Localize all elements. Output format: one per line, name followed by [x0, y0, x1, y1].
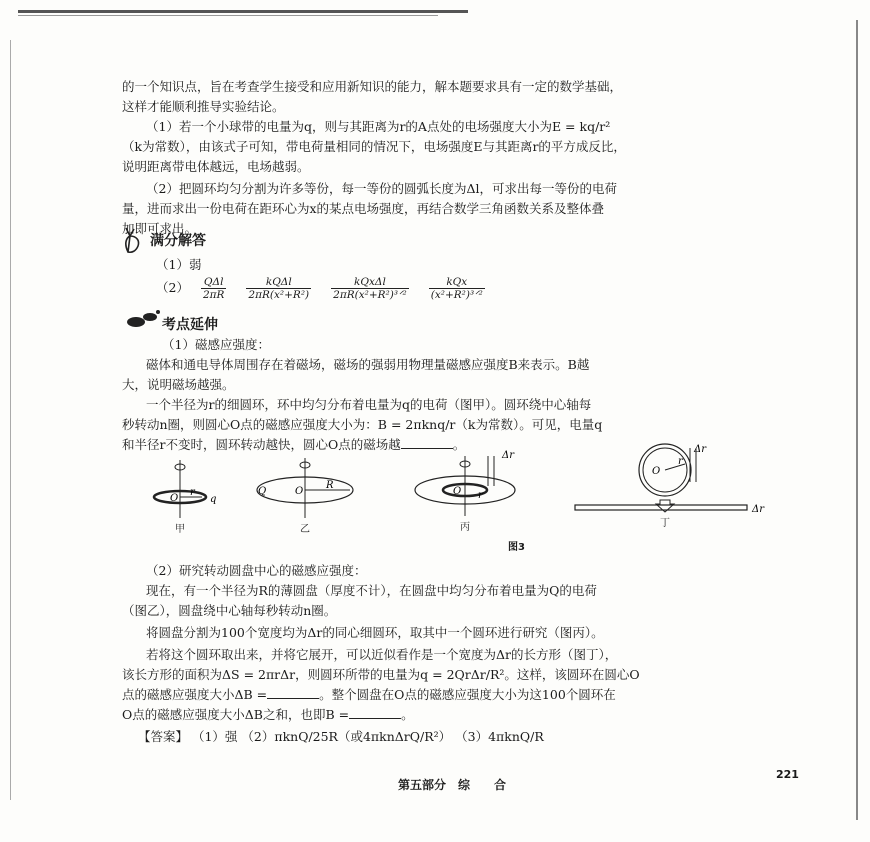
label-q: q	[210, 494, 217, 505]
label-r: r	[190, 487, 195, 498]
text-line: 一个半径为r的细圆环，环中均匀分布着电量为q的电荷（图甲）。圆环绕中心轴每	[146, 397, 592, 412]
label-R: R	[326, 480, 334, 491]
text-line: 若将这个圆环取出来，并将它展开，可以近似看作是一个宽度为Δr的长方形（图丁），	[146, 647, 618, 662]
text-line: 点的磁感应强度大小ΔB = 。整个圆盘在O点的磁感应强度大小为这100个圆环在	[122, 687, 616, 702]
answer-prefix: （2）	[156, 280, 189, 295]
text-line: 现在，有一个半径为R的薄圆盘（厚度不计），在圆盘中均匀分布着电量为Q的电荷	[146, 583, 597, 598]
formula-fraction: $\frac{\text{kQxΔl}}{\text{2πR(x²+R²)³ᐟ²}}$	[333, 276, 407, 301]
text-line: （2）研究转动圆盘中心的磁感应强度：	[146, 563, 367, 578]
text-line: 加即可求出。	[122, 221, 198, 236]
fill-blank	[401, 436, 453, 449]
text-line: 的一个知识点，旨在考查学生接受和应用新知识的能力，解本题要求具有一定的数学基础，	[122, 79, 623, 94]
text-line: 磁体和通电导体周围存在着磁场，磁场的强弱用物理量磁感应强度B来表示。B越	[146, 357, 590, 372]
scan-border-top-thin	[18, 15, 438, 16]
text-line: 秒转动n圈，则圆心O点的磁感应强度大小为：B = 2πknq/r（k为常数）。可见，电量q	[122, 417, 603, 432]
figure-label-ding: 丁	[660, 518, 670, 529]
section-heading-extension: 考点延伸	[162, 317, 218, 333]
figure-ding	[575, 444, 765, 515]
text-line: 该长方形的面积为ΔS = 2πrΔr，则圆环所带的电量为q = 2QrΔr/R²。这样，该圆环在圆心O	[122, 667, 640, 682]
answer-key: 【答案】 （1）强 （2）πknQ/25R（或4πknΔrQ/R²） （3）4πknQ/R	[138, 729, 544, 744]
text-line: （图乙），圆盘绕中心轴每秒转动n圈。	[122, 603, 337, 618]
victory-hand-icon	[120, 226, 150, 254]
fill-blank	[349, 706, 401, 719]
figure-jia	[154, 460, 216, 518]
text-line: （2）把圆环均匀分割为许多等份，每一等份的圆弧长度为Δl，可求出每一等份的电荷	[146, 181, 617, 196]
figure-bing	[415, 450, 515, 516]
scan-border-top	[18, 10, 468, 13]
label-O: O	[453, 486, 462, 497]
footprint-icon	[124, 308, 162, 332]
formula-fraction: $\frac{\text{kQx}}{\text{(x²+R²)³ᐟ²}}$	[430, 276, 483, 301]
label-O: O	[652, 466, 661, 477]
label-r: r	[478, 490, 483, 501]
label-dr: Δr	[694, 444, 707, 455]
footer-section: 第五部分 综 合	[398, 778, 507, 792]
answer-line-2	[156, 276, 493, 301]
text-line: 说明距离带电体越远，电场越弱。	[122, 159, 310, 174]
text-line: 这样才能顺利推导实验结论。	[122, 99, 285, 114]
text-line: 大，说明磁场越强。	[122, 377, 235, 392]
text-line: 和半径r不变时，圆环转动越快，圆心O点的磁场越 。	[122, 437, 466, 452]
figure-label-bing: 丙	[460, 522, 470, 533]
label-dr: Δr	[502, 450, 515, 461]
figure-yi	[257, 458, 353, 518]
label-O: O	[170, 493, 179, 504]
label-Q: Q	[258, 486, 267, 497]
label-O: O	[295, 486, 304, 497]
text-line: 量，进而求出一份电荷在距环心为x的某点电场强度，再结合数学三角函数关系及整体叠	[122, 201, 605, 216]
scan-border-left	[10, 40, 11, 800]
text-line: （k为常数），由该式子可知，带电荷量相同的情况下，电场强度E与其距离r的平方成反比，	[122, 139, 626, 154]
formula-fraction: $\frac{\text{QΔl}}{2\pi R}$	[202, 276, 225, 301]
label-dr: Δr	[752, 504, 765, 515]
fill-blank	[267, 686, 319, 699]
page-number: 221	[776, 768, 799, 781]
text-line: （1）磁感应强度：	[162, 337, 270, 352]
section-heading-full-marks: 满分解答	[150, 233, 206, 249]
text-line: O点的磁感应强度大小ΔB之和，也即B = 。	[122, 707, 414, 722]
label-r: r	[678, 456, 683, 467]
answer-line-1: （1）弱	[156, 257, 202, 272]
text-line: 将圆盘分割为100个宽度均为Δr的同心细圆环，取其中一个圆环进行研究（图丙）。	[146, 625, 604, 640]
figure-label-yi: 乙	[300, 524, 310, 535]
figure-caption: 图3	[508, 542, 525, 553]
figure-label-jia: 甲	[175, 524, 185, 535]
text-line: （1）若一个小球带的电量为q，则与其距离为r的A点处的电场强度大小为E = kq/r²	[146, 119, 611, 134]
scan-border-right	[856, 20, 858, 820]
formula-fraction: $\frac{\text{kQΔl}}{\text{2πR(x²+R²)}}$	[248, 276, 310, 301]
